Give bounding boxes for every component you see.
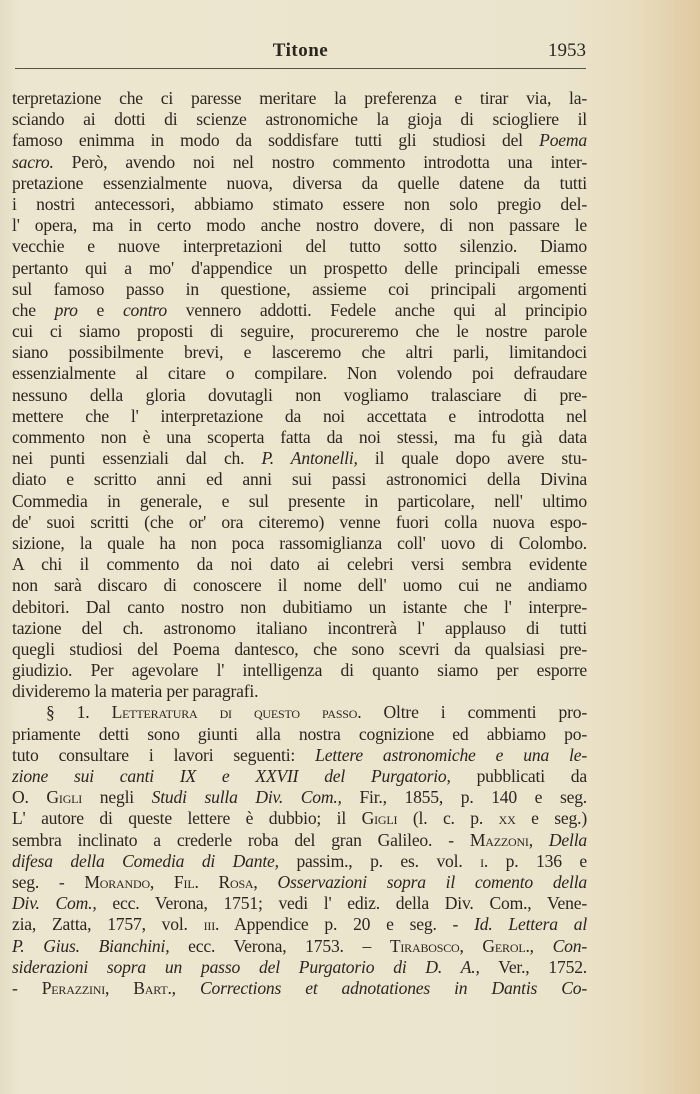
text-line — [12, 745, 587, 766]
text-line — [12, 279, 587, 300]
text-segment: sizione, la quale ha non poca rassomiglianza coll' uovo di Colombo. — [12, 532, 587, 553]
text-segment: zia, Zatta, 1757, vol. — [12, 914, 204, 935]
text-line — [12, 321, 587, 342]
italic-text: Lettere astronomiche e una le- — [315, 744, 588, 765]
text-segment: L' autore di queste lettere è dubbio; il — [12, 808, 362, 829]
small-caps-text: Letteratura di questo passo. — [111, 702, 362, 723]
text-segment: essenzialmente al citare o compilare. Non volendo poi defraudare — [12, 363, 587, 384]
italic-text: Studi sulla Div. Com., — [151, 787, 342, 808]
text-line — [12, 130, 587, 151]
text-line — [12, 787, 587, 808]
text-segment: tazione del ch. astronomo italiano incontrerà l' applauso di tutti — [12, 617, 587, 638]
small-caps-text: Gigli — [361, 808, 398, 829]
italic-text: P. Gius. Bianchini, — [12, 935, 170, 956]
text-line — [12, 109, 587, 130]
text-line — [12, 469, 587, 490]
text-segment: ecc. Verona, 1753. – — [169, 935, 390, 956]
text-segment: vennero addotti. Fedele anche qui al principio — [167, 299, 587, 320]
text-line — [12, 152, 587, 173]
text-segment — [534, 936, 553, 956]
text-segment: e — [77, 299, 123, 320]
text-segment: (l. c. p. — [397, 808, 499, 829]
italic-text: zione sui canti IX e XXVII del Purgatorio, — [12, 766, 451, 786]
text-segment: pertanto qui a mo' d'appendice un prospetto delle principali emesse — [12, 257, 587, 278]
small-caps-text: i. — [480, 850, 489, 871]
text-segment: diato e scritto anni ed anni sui passi astronomici della Divina — [12, 469, 587, 490]
text-segment: giudizio. Per agevolare l' intelligenza di quanto siamo per esporre — [12, 660, 587, 681]
italic-text: difesa della Comedia di Dante, — [12, 850, 279, 871]
small-caps-text: iii. — [203, 914, 220, 935]
text-segment: e seg.) — [515, 808, 587, 829]
text-segment — [533, 830, 549, 850]
text-line — [12, 512, 587, 533]
text-line — [12, 448, 587, 469]
text-line — [12, 639, 587, 660]
text-segment: Ver., 1752. — [479, 956, 587, 977]
text-segment: mettere che l' interpretazione da noi accettata e introdotta nel — [12, 405, 587, 426]
text-segment: nessuno della gloria dovutagli non vogliamo tralasciare di pre- — [12, 384, 587, 405]
text-line — [12, 342, 587, 363]
text-segment: § 1. — [46, 702, 112, 723]
small-caps-text: Morando, Fil. Rosa, — [84, 871, 258, 892]
text-line — [12, 575, 587, 596]
small-caps-text: Mazzoni, — [469, 829, 533, 850]
text-line — [12, 173, 587, 194]
running-header — [15, 38, 586, 69]
text-segment — [176, 978, 200, 998]
text-line — [12, 300, 587, 321]
text-segment: debitori. Dal canto nostro non dubitiamo un istante che l' interpre- — [12, 596, 587, 617]
text-segment: quegli studiosi del Poema dantesco, che sono scevri da qualsiasi pre- — [12, 638, 587, 659]
text-segment: i nostri antecessori, abbiamo stimato essere non solo pregio del- — [12, 193, 587, 214]
text-segment: Oltre i commenti pro- — [361, 702, 587, 723]
italic-text: Div. Com., — [12, 893, 97, 914]
text-line — [12, 660, 587, 681]
text-line — [12, 258, 587, 279]
text-segment: divideremo la materia per paragrafi. — [12, 681, 259, 702]
italic-text: siderazioni sopra un passo del Purgatorio di D. A., — [12, 956, 480, 977]
text-line — [12, 215, 587, 236]
page-number: 1953 — [548, 40, 586, 61]
text-segment: vecchie e nuove interpretazioni del tutto sotto silenzio. Diamo — [12, 236, 587, 257]
text-line — [12, 533, 587, 554]
text-segment: Appendice p. 20 e seg. - — [219, 914, 475, 935]
text-line — [12, 893, 587, 914]
text-segment: sciando ai dotti di scienze astronomiche la gioja di sciogliere il — [12, 109, 587, 130]
text-segment: O. — [12, 787, 47, 808]
text-segment: sul famoso passo in questione, assieme coi principali argomenti — [12, 278, 587, 299]
italic-text: Osservazioni sopra il comento della — [277, 871, 588, 892]
text-line — [12, 597, 587, 618]
text-line — [12, 236, 587, 257]
text-segment: cui ci siamo proposti di seguire, procureremo che le nostre parole — [12, 321, 587, 342]
italic-text: Con- — [552, 935, 587, 956]
text-segment: pretazione essenzialmente nuova, diversa da quelle datene da tutti — [12, 172, 587, 193]
text-segment: non sarà discaro di conoscere il nome dell' uomo cui ne andiamo — [12, 575, 587, 596]
text-segment: che — [12, 299, 55, 320]
text-line — [12, 618, 587, 639]
page-body-text — [12, 88, 587, 999]
text-line — [12, 194, 587, 215]
text-line — [12, 957, 587, 978]
text-segment: negli — [82, 787, 152, 808]
text-segment: Fir., 1855, p. 140 e seg. — [341, 787, 587, 808]
text-line — [12, 363, 587, 384]
italic-text: Della — [548, 829, 588, 850]
small-caps-text: Perazzini, Bart., — [41, 977, 176, 998]
text-line — [12, 702, 587, 723]
text-segment: passim., p. es. vol. — [278, 850, 481, 871]
italic-text: pro — [54, 299, 78, 320]
text-line — [12, 88, 587, 109]
text-segment: Commedia in generale, e sul presente in particolare, nell' ultimo — [12, 490, 587, 511]
text-line — [12, 914, 587, 935]
text-segment: tuto consultare i lavori seguenti: — [12, 744, 316, 765]
text-line — [12, 681, 587, 702]
text-segment: seg. - — [12, 871, 85, 892]
text-segment: - — [12, 977, 42, 998]
text-line — [12, 491, 587, 512]
italic-text: contro — [122, 299, 168, 320]
text-line — [12, 936, 587, 957]
text-segment: terpretazione che ci paresse meritare la preferenza e tirar via, la- — [12, 88, 587, 108]
text-line — [12, 385, 587, 406]
text-line — [12, 766, 587, 787]
text-segment: l' opera, ma in certo modo anche nostro dovere, di non passare le — [12, 215, 587, 236]
italic-text: Poema — [539, 130, 587, 151]
text-line — [12, 872, 587, 893]
text-segment: Però, avendo noi nel nostro commento introdotta una inter- — [53, 151, 587, 172]
text-line — [12, 978, 587, 999]
text-line — [12, 724, 587, 745]
text-line — [12, 851, 587, 872]
text-line — [12, 427, 587, 448]
text-segment: siano possibilmente brevi, e lasceremo che altri parli, limitandoci — [12, 342, 587, 363]
text-line — [12, 808, 587, 829]
text-segment: de' suoi scritti (che or' ora citeremo) venne fuori colla nuova espo- — [12, 511, 587, 532]
small-caps-text: Tirabosco, Gerol., — [389, 935, 534, 956]
text-segment: il quale dopo avere stu- — [357, 448, 587, 469]
text-segment: commento non è una scoperta fatta da noi stessi, ma fu già data — [12, 427, 587, 447]
text-segment: pubblicati da — [450, 766, 587, 786]
text-line — [12, 554, 587, 575]
text-segment: nei punti essenziali dal ch. — [12, 448, 262, 469]
text-segment: famoso enimma in modo da soddisfare tutti gli studiosi del — [12, 130, 540, 151]
italic-text: Corrections et adnotationes in Dantis Co- — [199, 977, 588, 998]
text-line — [12, 830, 587, 851]
small-caps-text: Gigli — [46, 787, 83, 808]
text-segment: priamente detti sono giunti alla nostra cognizione ed abbiamo po- — [12, 723, 587, 744]
text-segment: sembra inclinato a crederle roba del gran Galileo. - — [12, 829, 470, 850]
small-caps-text: xx — [498, 808, 516, 829]
text-segment — [258, 872, 278, 892]
text-segment: p. 136 e — [488, 850, 587, 871]
italic-text: sacro. — [12, 151, 54, 172]
running-title: Titone — [272, 40, 329, 61]
italic-text: P. Antonelli, — [261, 448, 358, 469]
italic-text: Id. Lettera al — [474, 914, 588, 935]
text-segment: A chi il commento da noi dato ai celebri versi sembra evidente — [12, 554, 587, 575]
text-segment: ecc. Verona, 1751; vedi l' ediz. della Div. Com., Vene- — [96, 893, 588, 914]
text-line — [12, 406, 587, 427]
